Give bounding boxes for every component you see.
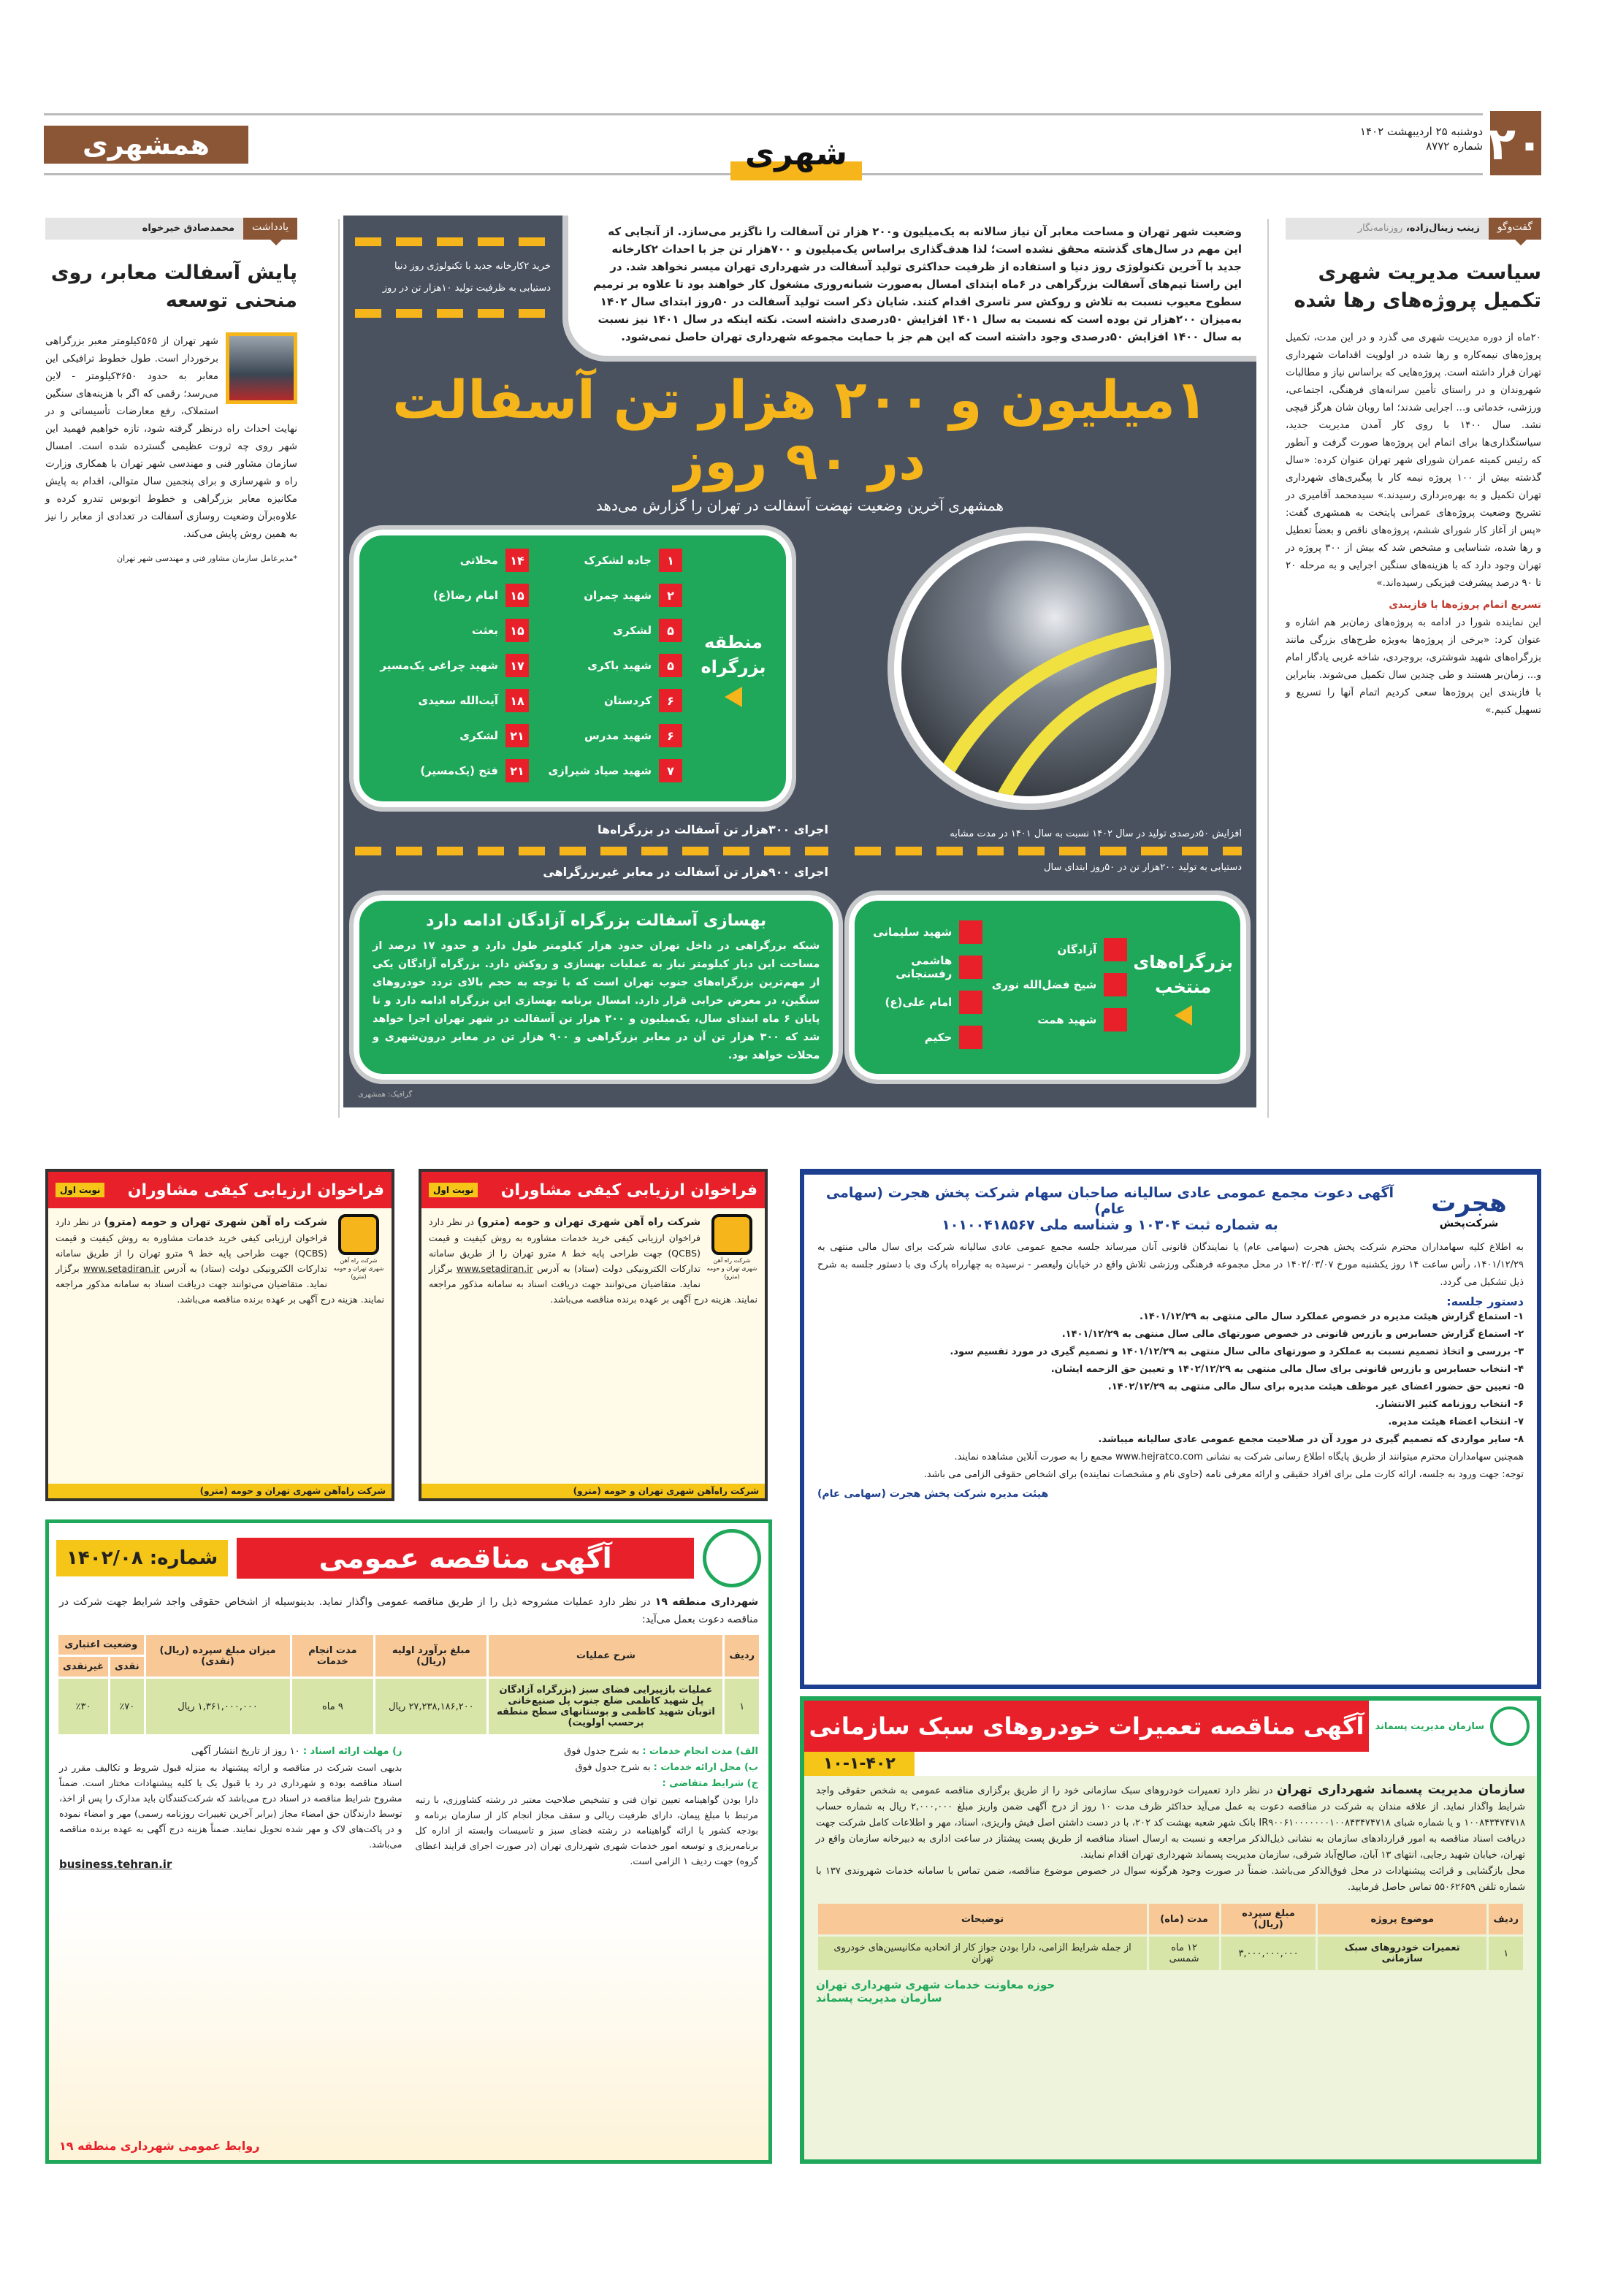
region-label: منطقه بزرگراه (701, 632, 766, 677)
metro-company: شرکت راه آهن شهری تهران و حومه (مترو) (477, 1216, 701, 1228)
road-photo (887, 526, 1172, 811)
business-tehran-link[interactable]: business.tehran.ir (59, 1858, 172, 1871)
waste-ad-title: آگهی مناقصه تعمیرات خودروهای سبک سازمانی (804, 1701, 1369, 1752)
interview-subheading: تسریع اتمام پروژه‌ها با فازبندی (1389, 599, 1541, 611)
condition-label: الف) مدت انجام خدمات : (642, 1746, 758, 1757)
road-top-area (343, 216, 562, 362)
hejrat-ad (800, 1169, 1541, 1689)
table-cell: ۱ (1489, 1937, 1523, 1970)
waste-ad-number: ۱۰-۱-۴۰۲ (804, 1752, 915, 1776)
waste-tender-table (816, 1902, 1525, 1972)
metro-ad-footer: شرکت راه‌آهن شهری تهران و حومه (مترو) (48, 1484, 392, 1498)
regions-row (343, 519, 1256, 817)
metro-ad-text: برگزار نماید. متقاضیان می‌توانند جهت دریافت اسناد به سامانه مذکور مراجعه نمایند. هزینه درج آگهی بر عهده برنده مناقصه می‌باشد. (56, 1263, 384, 1305)
red-marker (959, 920, 982, 944)
tender-footer: روابط عمومی شهرداری منطقه ۱۹ (59, 2139, 260, 2153)
tender-table (56, 1633, 761, 1736)
waste-footer (816, 1978, 1525, 2005)
box-text: شبکه بزرگراهی در داخل تهران حدود هزار کیلومتر طول دارد و حدود ۱۷ درصد از مساحت این دیار کیلومتر نیاز به عملیات بهسازی و روکش دارد. بزرگراه آزادگان یکی از مهم‌ترین بزرگراه‌های جنوب تهران است که با توجه به حجم بالای تردد خودروهای سنگین، در معرض خرابی قرار دارد. امسال برنامه بهسازی این بزرگراه ادامه دارد و تا پایان ۶ ماه ابتدای سال، یک‌میلیون و ۲۰۰ هزار تن آسفالت در شهر تهران اجرا خواهد شد که ۳۰۰ هزار تن آن در معابر بزرگراهی و ۹۰۰ هزار تن در معابر درون‌شهری و محلات خواهد بود. (373, 940, 820, 1061)
agenda-item: ۵- تعیین حق حضور اعضای غیر موظف هیئت مدیره برای سال مالی منتهی به ۱۴۰۲/۱۲/۲۹. (1107, 1381, 1524, 1392)
region19-tender-ad (45, 1519, 772, 2164)
region-item (536, 651, 682, 680)
agenda-item: ۳- بررسی و اتخاذ تصمیم نسبت به عملکرد و صورتهای مالی سال منتهی به ۱۴۰۱/۱۲/۲۹ و تصمیم گیری در مورد تقسیم سود. (950, 1346, 1524, 1357)
hejrat-registration: به شماره ثبت ۱۰۳۰۴ و شناسه ملی ۱۰۱۰۰۴۱۸۵۶۷ (942, 1217, 1278, 1233)
azadegan-box (354, 895, 839, 1080)
hejrat-signature: هیئت مدیره شرکت پخش هجرت (سهامی عام) (817, 1488, 1049, 1500)
region-number: ۶ (659, 724, 682, 747)
waste-footer-line: حوزه معاونت خدمات شهری شهرداری تهران (816, 1978, 1056, 1991)
lane-dashes (855, 847, 1242, 855)
table-cell: ٪۳۰ (58, 1679, 108, 1734)
waste-footer-line: سازمان مدیریت پسماند (816, 1991, 942, 2005)
selected-name: شهید همت (1037, 1012, 1097, 1026)
region-item (368, 721, 529, 750)
author-photo (226, 332, 297, 404)
waste-intro-2: محل بازگشایی و قرائت پیشنهادات در محل فوق‌الذکر می‌باشد. ضمناً در صورت وجود هرگونه سوال در خصوص موضوع مناقصه، ضمن تماس با سامانه خدمات شهروندی ۱۳۷ با شماره تلفن ۵۵۰۶۲۶۵۹ تماس حاصل فرمایید. (816, 1866, 1526, 1893)
agenda-heading: دستور جلسه: (1446, 1294, 1524, 1308)
region-item (368, 616, 529, 645)
region-name: بعثت (471, 624, 498, 637)
note-headline: پایش آسفالت معابر، روی منحنی توسعه (50, 262, 297, 312)
selected-item (988, 935, 1127, 964)
infographic-subtitle: همشهری آخرین وضعیت نهضت آسفالت در تهران را گزارش می‌دهد (595, 497, 1004, 514)
region-name: لشکری (459, 729, 498, 742)
red-marker (1104, 938, 1127, 961)
region-label-block (690, 630, 777, 707)
bars-area (343, 820, 840, 882)
table-cell: ٪۷۰ (110, 1679, 144, 1734)
region-item (536, 686, 682, 715)
metro-logo-icon (338, 1214, 379, 1255)
red-marker (1104, 973, 1127, 996)
note-footnote: *مدیرعامل سازمان مشاور فنی و مهندسی شهر تهران (117, 554, 297, 563)
red-marker (959, 1026, 982, 1049)
interview-author-role: روزنامه‌نگار (1357, 223, 1403, 234)
header-rule-top (44, 113, 1483, 115)
metro-ad-title: فراخوان ارزیابی کیفی مشاوران (127, 1181, 384, 1200)
asphalt-infographic (343, 216, 1256, 1107)
interview-tag: گفت‌وگو (1489, 218, 1541, 240)
tehran-municipality-emblem-icon (1490, 1706, 1530, 1746)
interview-headline: سیاست مدیریت شهری تکمیل پروژه‌های رها شده (1294, 262, 1541, 312)
region-number: ۵ (659, 654, 682, 677)
region-name: جاده لشکرک (584, 554, 652, 567)
deadline-label: ز) مهلت ارائه اسناد : (302, 1746, 402, 1757)
headline-area (343, 362, 1256, 519)
region-name: کردستان (603, 694, 652, 707)
interview-article (1286, 329, 1541, 719)
interview-paragraph: ۲۰ماه از دوره مدیریت شهری می گذرد و در این مدت، تکمیل پروژه‌های نیمه‌کاره و رها شده در اولویت اقدامات شهرداری تهران قرار داشته است. پروژه‌هایی که براساس نیاز و مطالبات شهروندان و در راستای تأمین سرانه‌های فرهنگی، اجتماعی، ورزشی، خدماتی و... اجرایی شدند؛ اما روبان شان هرگز قیچی نشد. سال ۱۴۰۰ با روی کار آمدن مدیریت جدید، سیاستگذاری‌ها برای اتمام این پروژه‌ها صورت گرفت و آنطور که رئیس کمیته عمران شورای شهر تهران عنوان کرده: «سال گذشته بیش از ۱۰۰ پروژه نیمه کار با پیگیری‌های شهرداری تهران تکمیل و به بهره‌برداری رسیدند.» سیدمحمد آقامیری در تشریح وضعیت پروژه‌های عمرانی پایتخت به همشهری گفت: «پس از آغاز کار شورای ششم، پروژه‌های ناقص و بعضاً تعطیل و رها شده، شناسایی و مشخص شد که بیش از ۳۰۰ پروژه در تهران وجود دارد که با هزینه‌های سنگین اجرایی و به مرحله ۲۰ تا ۹۰ درصد پیشرفت فیزیکی رسیده‌اند.» (1286, 332, 1542, 589)
selected-label-block (1133, 950, 1233, 1026)
col-header: مدت انجام خدمات (292, 1635, 374, 1677)
hejrat-attention: توجه: جهت ورود به جلسه، ارائه کارت ملی برای افراد حقیقی و ارائه معرفی نامه (حاوی نام و مشخصات نماینده) برای اشخاص حقوقی الزامی می باشد. (923, 1469, 1524, 1480)
col-header: ردیف (1489, 1904, 1523, 1934)
photo-area (802, 526, 1256, 811)
metro-ad-footer: شرکت راه‌آهن شهری تهران و حومه (مترو) (421, 1484, 765, 1498)
selected-name: آزادگان (1057, 942, 1097, 956)
col-header: وضعیت اعتباری (58, 1635, 144, 1655)
tender-number: شماره: ۱۴۰۲/۰۸ (56, 1540, 228, 1576)
region-item (368, 651, 529, 680)
infographic-intro: وضعیت شهر تهران و مساحت معابر آن نیاز سالانه به یک‌میلیون و۲۰۰ هزار تن آسفالت را ناگزیر می‌سازد. از آنجایی که این مهم در سال‌های گذشته محقق نشده است؛ لذا هدف‌گذاری براساس یک‌میلیون و ۷۰۰هزار تن جز با احداث ۲کارخانه جدید با آخرین تکنولوژی روز دنیا و استفاده از ظرفیت حداکثری تولید آسفالت در شهرداری تهران میسر نخواهد شد. در این راستا تیم‌های آسفالت بزرگراهی در ۶ماه ابتدای امسال به‌صورت شبانه‌روزی مشغول کار خواهند بود تا علاوه بر ترمیم سطوح معیوب نسبت به تلاش و روکش سر تاسری اقدام کنند. شایان ذکر است تولید آسفالت در ۵۰روز ابتدای سال ۱۴۰۲ به‌میزان ۲۰۰هزار تن بوده است که نسبت به سال ۱۴۰۱ افزایش ۵۰درصدی داشته است. نکته اینکه در سال ۱۴۰۱ نیز نسبت به سال ۱۴۰۰ افزایش ۵۰درصدی وجود داشته است که این هم جز با حمایت مجموعه شهرداری تهران حاصل نمی‌شود. (593, 225, 1242, 343)
metro-ad-text: در نظر دارد فراخوان ارزیابی کیفی خرید خدمات مشاوره به روش کیفیت و قیمت (QCBS) جهت طراحی پایه خط ۹ مترو تهران را از طریق سامانه تدارکات الکترونیکی دولت (ستاد) به آدرس (56, 1216, 327, 1274)
region-item (536, 546, 682, 575)
region-number: ۱۴ (505, 549, 529, 572)
agenda-item: ۸- سایر مواردی که تصمیم گیری در مورد آن در صلاحیت مجمع عمومی عادی سالیانه میباشد. (1098, 1434, 1524, 1445)
issue-number: شماره ۸۷۷۲ (1426, 140, 1483, 153)
col-header: شرح عملیات (489, 1635, 722, 1677)
col-header: نقدی (110, 1657, 144, 1677)
setadiran-link[interactable]: www.setadiran.ir (83, 1263, 160, 1274)
region-number: ۶ (659, 689, 682, 712)
region-item (536, 756, 682, 785)
tender-conditions (416, 1744, 759, 1874)
col-header: توضیحات (818, 1904, 1147, 1934)
region-item (368, 686, 529, 715)
region-number: ۱۵ (505, 584, 529, 607)
table-cell: ۲۷,۲۳۸,۱۸۶,۲۰۰ ریال (375, 1679, 486, 1734)
region-name: امام رضا(ع) (433, 589, 498, 602)
selected-item (988, 1005, 1127, 1034)
region-item (368, 581, 529, 610)
road-caption: افزایش ۵۰درصدی تولید در سال ۱۴۰۲ نسبت به سال ۱۴۰۱ در مدت مشابه (950, 828, 1242, 839)
condition-value: به شرح جدول فوق (564, 1746, 640, 1757)
hejrat-logo-text: هجرت (1431, 1189, 1507, 1218)
agenda-item: ۴- انتخاب حسابرس و بازرس قانونی برای سال مالی منتهی به ۱۴۰۲/۱۲/۲۹ و تعیین حق الزحمه ایشان. (1050, 1364, 1524, 1375)
table-cell: عملیات بازپیرایی فضای سبز (بزرگراه آزادگان پل شهید کاظمی ضلع جنوب پل صنیع‌خانی اتوبان شهید کاظمی و بوستانهای سطح منطقه برحسب اولویت) (489, 1679, 722, 1734)
selected-item (862, 988, 982, 1017)
road-caption: دستیابی به ظرفیت تولید ۱۰هزار تن در روز (382, 283, 551, 294)
selected-name: شیخ فضل‌الله نوری (991, 977, 1097, 991)
region-number: ۲ (659, 584, 682, 607)
region-number: ۱ (659, 549, 682, 572)
selected-item (862, 1023, 982, 1052)
selected-item (862, 918, 982, 947)
tender-title: آگهی مناقصه عمومی (237, 1538, 694, 1579)
hejrat-online-note: همچنین سهامداران محترم میتوانند از طریق پایگاه اطلاع رسانی شرکت به نشانی www.hejratco.com مجمع را به صورت آنلاین مشاهده نمایند. (954, 1452, 1524, 1462)
region-list-a (536, 546, 682, 791)
region-item (368, 756, 529, 785)
region-panel (354, 530, 792, 807)
region-number: ۱۸ (505, 689, 529, 712)
metro-ad-tag: نوبت اول (429, 1183, 478, 1197)
infographic-top-row (343, 216, 1256, 362)
hejrat-title: آگهی دعوت مجمع عمومی عادی سالیانه صاحبان سهام شرکت پخش هجرت (سهامی عام) (825, 1185, 1394, 1217)
selected-name: هاشمی رفسنجانی (896, 953, 953, 980)
bottom-row (343, 885, 1256, 1090)
road-bottom-area (840, 826, 1256, 876)
table-row (818, 1937, 1523, 1970)
hejrat-logo (1414, 1189, 1524, 1229)
metro-logo-text: شرکت راه آهن شهری تهران و حومه (مترو) (706, 1257, 757, 1280)
graphic-credit: گرافیک: همشهری (358, 1091, 413, 1099)
table-cell: ۹ ماه (292, 1679, 374, 1734)
col-header: غیرنقدی (58, 1657, 108, 1677)
page-number: ۲۰ (1490, 111, 1541, 175)
region-list-b (368, 546, 529, 791)
agenda-item: ۲- استماع گزارش حسابرس و بازرس قانونی در خصوص صورتهای مالی سال منتهی به ۱۴۰۱/۱۲/۲۹. (1061, 1329, 1524, 1340)
region-name: لشکری (613, 624, 652, 637)
agenda-item: ۷- انتخاب اعضاء هیئت مدیره. (1388, 1416, 1524, 1427)
note-kicker (45, 218, 297, 240)
lane-dashes (355, 309, 551, 318)
bars-row (343, 817, 1256, 885)
interview-author: زینب زینال‌زاده، (1405, 223, 1480, 234)
hejrat-logo-subtext: شرکت‌پخش (1439, 1218, 1499, 1229)
pointer-arrow-icon (725, 687, 742, 707)
interview-kicker (1286, 218, 1541, 240)
road-caption: دستیابی به تولید ۲۰۰هزار تن در ۵۰روز ابتدای سال (1044, 862, 1242, 873)
metro-ad-tag: نوبت اول (56, 1183, 104, 1197)
region-name: شهید چمران (584, 589, 652, 602)
waste-org-name: سازمان مدیریت پسماند شهرداری تهران (1277, 1782, 1525, 1797)
metro-logo (333, 1214, 384, 1281)
column-divider (338, 219, 340, 1118)
selected-item (988, 970, 1127, 999)
condition-text: دارا بودن گواهینامه تعیین توان فنی و تشخیص صلاحیت معتبر در رشته کشاورزی، با رتبه مرتبط با مبلغ پیمان، دارای ظرفیت ریالی و سقف مجاز انجام کار از سازمان برنامه و بودجه کشور یا ارائه گواهینامه در رشته فضای سبز و تاسیسات وابسته از اداره کل برنامه‌ریزی و توسعه امور خدمات شهری شهرداری تهران (در صورت اجرای فرایند اعطای گروه) جهت ردیف ۱ الزامی است. (415, 1794, 758, 1866)
selected-name: حکیم (924, 1030, 953, 1044)
metro-ad-text: در نظر دارد فراخوان ارزیابی کیفی خرید خدمات مشاوره به روش کیفیت و قیمت (QCBS) جهت طراحی پایه خط ۸ مترو تهران را از طریق سامانه تدارکات الکترونیکی دولت (ستاد) به آدرس (429, 1216, 701, 1274)
region-number: ۱۷ (505, 654, 529, 677)
tender-org: شهرداری منطقه ۱۹ (654, 1596, 758, 1608)
issue-info (1329, 124, 1483, 153)
road-caption: خرید ۲کارخانه جدید با تکنولوژی روز دنیا (394, 261, 551, 272)
metro-ad-text: برگزار نماید. متقاضیان می‌توانند جهت دریافت اسناد به سامانه مذکور مراجعه نمایند. هزینه درج آگهی بر عهده برنده مناقصه می‌باشد. (429, 1263, 757, 1305)
bar-caption-highways: اجرای ۳۰۰هزار تن آسفالت در بزرگراه‌ها (598, 823, 828, 836)
col-header: موضوع پروژه (1318, 1904, 1486, 1934)
intro-box (562, 216, 1256, 362)
deadline-text: بدیهی است شرکت در مناقصه و ارائه پیشنهاد به منزله قبول شروط و تکالیف مقرر در اسناد مناقصه بوده و شهرداری در رد یا قبول یک یا کلیه پیشنهادات مختار است. ضمناً مشروح شرایط مناقصه در اسناد درج می‌باشد که شرکت‌کنندگان باید مدارک را پس از اخذ، توسط دارندگان حق امضاء مجاز (برابر آخرین تغییرات روزنامه رسمی) مهر و امضاء نموده و در پاکت‌های لاک و مهر شده تحویل نمایند. ضمناً هزینه درج آگهی به عهده برنده مناقصه می‌باشد. (59, 1762, 402, 1850)
col-header: مبلغ برآورد اولیه (ریال) (375, 1635, 486, 1677)
table-cell: ۱ (725, 1679, 759, 1734)
red-marker (1104, 1008, 1127, 1031)
table-row (58, 1679, 759, 1734)
region-number: ۵ (659, 619, 682, 642)
waste-intro: در نظر دارد تعمیرات خودروهای سبک سازمانی خود را از طریق برگزاری مناقصه عمومی به شخص حقوقی واجد شرایط واگذار نماید. از علاقه مندان به شرکت در مناقصه دعوت به عمل می‌آید حداکثر ظرف مدت ۱۰ روز از درج آگهی ضمن واریز مبلغ ۲,۰۰۰,۰۰۰ ریال به شماره حساب ۱۰۰۸۴۳۴۷۴۷۱۸ و یا شماره شبای IR۹۰۰۶۱۰۰۰۰۰۰۰۱۰۰۸۴۳۴۷۴۷۱۸ بانک شهر شعبه بهشت کد ۲۰۲، با در دست داشتن اصل فیش واریزی، اسناد، مهر و اطلاعات کامل شرکت جهت دریافت اسناد مناقصه به امور قراردادهای سازمان به نشانی ذیل‌الذکر مراجعه و نسبت به ارسال اسناد مناقصه از طریق پست پیشتاز در ساعت اداری به دبیرخانه سازمان واقع در تهران، خیابان شهید رجایی، انتهای ۱۳ آبان، صالح‌آباد شرقی، سازمان مدیریت پسماند شهرداری تهران اقدام نمایند. (816, 1785, 1525, 1861)
interview-paragraph: این نماینده شورا در ادامه به پروژه‌های زمان‌بر هم اشاره و عنوان کرد: «برخی از پروژه‌ها به‌ویژه طرح‌های بزرگی مانند بزرگراه‌های شهید شوشتری، بروجردی، شاخه غربی یادگار امام و... زمان‌بر هستند و طی چندین سال تکمیل می‌شوند. بنابراین با فازبندی این پروژه‌ها سعی کردیم اتمام آنها را تسریع و تسهیل کنیم.» (1286, 617, 1541, 716)
region-item (536, 721, 682, 750)
note-paragraph: شهر تهران از ۵۶۵کیلومتر معبر بزرگراهی برخوردار است. طول خطوط ترافیکی این معابر به حدود ۳۶۵۰کیلومتر - لاین می‌رسد؛ رقمی که اگر با هزینه‌های سنگین استملاک، رفع معارضات تأسیساتی و در نهایت احداث راه درنظر گرفته شود، تازه خواهیم فهمید این شهر روی چه ثروت عظیمی گسترده شده است. امسال سازمان مشاور فنی و مهندسی شهر تهران با همکاری وزارت راه و شهرسازی و برای پنجمین سال متوالی، اقدام به پایش مکانیزه معابر بزرگراهی و خطوط اتوبوس تندرو کرده و علاوه‌برآن وضعیت روسازی آسفالت در تعدادی از معابر را نیز به همین روش پایش می‌کند. (45, 335, 297, 540)
condition-label: ب) محل ارائه خدمات : (653, 1762, 758, 1773)
selected-name: شهید سلیمانی (873, 925, 953, 939)
region-number: ۲۱ (505, 724, 529, 747)
selected-list-a (988, 935, 1127, 1040)
section-title (730, 135, 862, 180)
metro-ad-title: فراخوان ارزیابی کیفی مشاوران (500, 1181, 757, 1200)
region-name: شهید مدرس (584, 729, 652, 742)
selected-highways-label: بزرگراه‌های منتخب (1133, 951, 1233, 997)
region-name: آیت‌الله سعیدی (418, 694, 498, 707)
waste-org-label: سازمان مدیریت پسماند (1375, 1720, 1484, 1732)
red-marker (959, 956, 982, 979)
region-item (536, 581, 682, 610)
table-cell: تعمیرات خودروهای سبک سازمانی (1318, 1937, 1486, 1970)
waste-tender-ad (800, 1696, 1541, 2164)
region-name: شهید چراغی یک‌مسیر (380, 659, 498, 672)
tender-intro: در نظر دارد عملیات مشروحه ذیل را از طریق مناقصه عمومی واگذار نماید. بدینوسیله از اشخاص حقوقی واجد شرایط جهت شرکت در مناقصه دعوت بعمل می‌آید: (59, 1596, 758, 1625)
setadiran-link[interactable]: www.setadiran.ir (456, 1263, 533, 1274)
condition-label: ج) شرایط متقاضی : (662, 1778, 758, 1789)
issue-date: دوشنبه ۲۵ اردیبهشت ۱۴۰۲ (1359, 125, 1483, 138)
table-cell: ۱۲ ماه شمسی (1149, 1937, 1219, 1970)
region-item (368, 546, 529, 575)
col-header: مبلغ سپرده (ریال) (1221, 1904, 1316, 1934)
agenda-item: ۶- انتخاب روزنامه کثیر الانتشار. (1375, 1399, 1524, 1410)
waste-org-logo (1369, 1701, 1537, 1752)
selected-highways-panel (849, 895, 1246, 1080)
note-article (45, 332, 297, 568)
metro-company: شرکت راه آهن شهری تهران و حومه (مترو) (104, 1216, 327, 1228)
column-divider (1267, 219, 1269, 1118)
agenda-item: ۱- استماع گزارش هیئت مدیره در خصوص عملکرد سال مالی منتهی به ۱۴۰۱/۱۲/۲۹. (1140, 1311, 1524, 1322)
col-header: میزان مبلغ سپرده (ریال) (نقدی) (146, 1635, 290, 1677)
region-name: شهید صیاد شیرازی (548, 764, 652, 777)
lane-dashes (355, 237, 551, 246)
hejrat-intro: به اطلاع کلیه سهامداران محترم شرکت پخش هجرت (سهامی عام) یا نمایندگان قانونی آنان میرساند جلسه مجمع عمومی عادی سالیانه شرکت برای سال مالی منتهی به ۱۴۰۱/۱۲/۲۹، رأس ساعت ۱۴ روز یکشنبه مورخ ۱۴۰۲/۰۳/۰۷ در محل مجموعه فرهنگی ورزشی تلاش واقع در خیابان ولیعصر - نرسیده به چهارراه پارک وی با دستور جلسه به شرح ذیل تشکیل می گردد. (817, 1242, 1524, 1288)
tehran-municipality-emblem-icon (703, 1529, 761, 1587)
region-number: ۱۵ (505, 619, 529, 642)
infographic-headline: ۱میلیون و ۲۰۰ هزار تن آسفالت در ۹۰ روز (392, 369, 1207, 492)
metro-logo (706, 1214, 757, 1281)
tender-deadline (59, 1744, 402, 1874)
region-name: فتح (یک‌مسیر) (420, 764, 498, 777)
newspaper-logo: همشهری (44, 126, 248, 164)
bar-caption-streets: اجرای ۹۰۰هزار تن آسفالت در معابر غیربزرگراهی (543, 865, 828, 879)
region-number: ۲۱ (505, 759, 529, 782)
condition-value: به شرح جدول فوق (575, 1762, 651, 1773)
metro-logo-text: شرکت راه آهن شهری تهران و حومه (مترو) (333, 1257, 384, 1280)
note-tag: یادداشت (243, 218, 297, 240)
region-item (536, 616, 682, 645)
selected-list-b (862, 918, 982, 1058)
col-header: ردیف (725, 1635, 759, 1677)
box-title: بهسازی آسفالت بزرگراه آزادگان ادامه دارد (426, 912, 767, 930)
table-cell: ۳,۰۰۰,۰۰۰,۰۰۰ (1221, 1937, 1316, 1970)
pointer-arrow-icon (1175, 1005, 1192, 1026)
table-cell: ۱,۳۶۱,۰۰۰,۰۰۰ ریال (146, 1679, 290, 1734)
selected-name: امام علی(ع) (885, 995, 953, 1009)
deadline-value: ۱۰ روز از تاریخ انتشار آگهی (191, 1746, 300, 1757)
region-number: ۷ (659, 759, 682, 782)
table-cell: از جمله شرایط الزامی، دارا بودن جواز کار از اتحادیه مکانیسین‌های خودروی تهران (818, 1937, 1147, 1970)
metro-ad-line-9 (45, 1169, 394, 1501)
col-header: مدت (ماه) (1149, 1904, 1219, 1934)
note-author: محمدصادق خیرخواه (142, 223, 234, 234)
agenda-list (817, 1308, 1524, 1449)
selected-item (862, 953, 982, 982)
metro-logo-icon (711, 1214, 752, 1255)
region-name: محلاتی (459, 554, 498, 567)
section-label: شهری (744, 135, 847, 172)
metro-ad-line-8 (419, 1169, 768, 1501)
red-marker (959, 991, 982, 1014)
region-name: شهید باکری (587, 659, 652, 672)
lane-dashes (355, 847, 828, 855)
